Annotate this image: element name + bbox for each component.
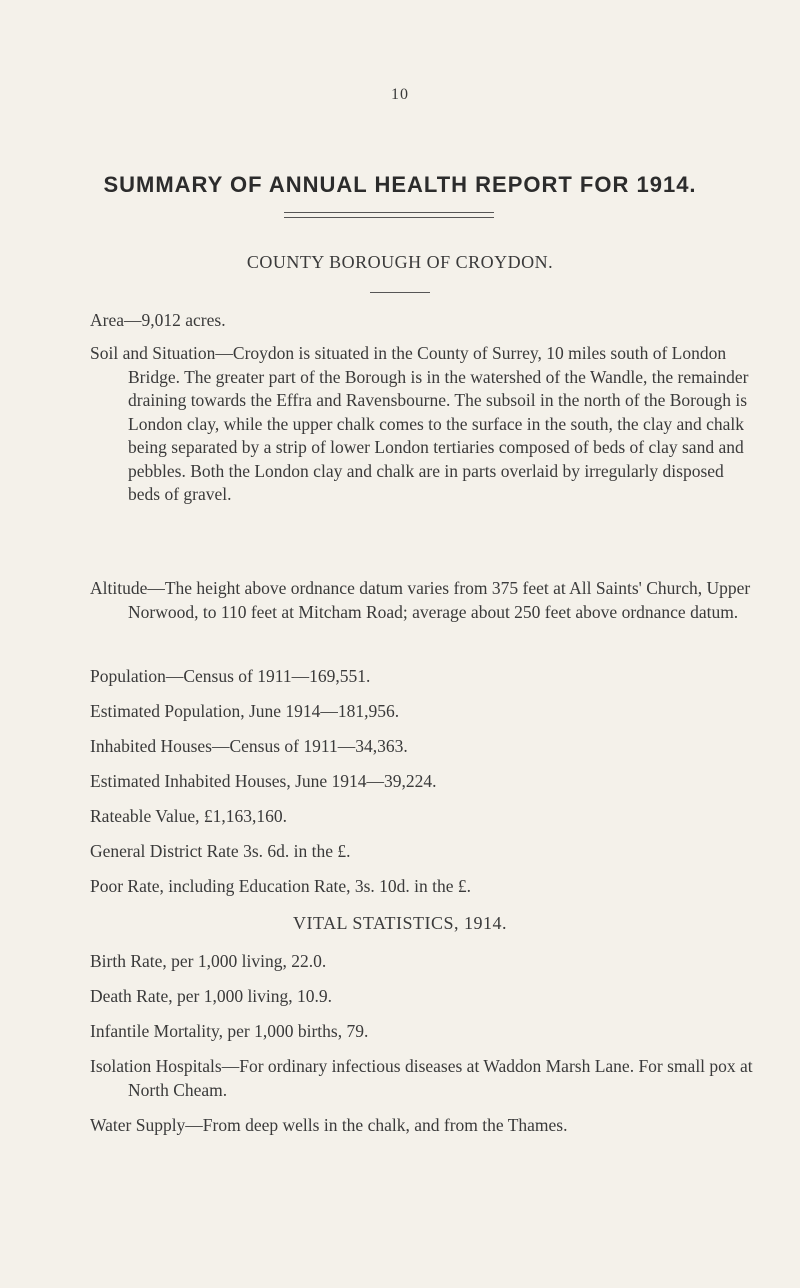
entry-death-rate: Death Rate, per 1,000 living, 10.9. [90, 986, 333, 1006]
entry-district-rate: General District Rate 3s. 6d. in the £. [90, 841, 351, 861]
entry-soil-situation: Soil and Situation—Croydon is situated in the County of Surrey, 10 miles south of London Bridge. The greater part of the Borough is in the watershed of the Wandle, the remainder draining towards the Effra and Ravensbourne. The subsoil in the north of the Borough is London clay, while the upper chalk comes to the surface in the south, the clay and chalk being separated by a strip of lower London tertiaries composed of beds of clay sand and pebbles. Both the London clay and chalk are in parts overlaid by irregularly disposed beds of gravel. [90, 343, 749, 504]
entry-estimated-population: Estimated Population, June 1914—181,956. [90, 701, 400, 721]
entry-isolation-hospitals: Isolation Hospitals—For ordinary infectious diseases at Waddon Marsh Lane. For small pox at North Cheam. [90, 1056, 753, 1100]
entry-infantile-mortality: Infantile Mortality, per 1,000 births, 79. [90, 1021, 369, 1041]
entry-altitude: Altitude—The height above ordnance datum varies from 375 feet at All Saints' Church, Upper Norwood, to 110 feet at Mitcham Road; average about 250 feet above ordnance datum. [90, 578, 751, 622]
page-title: SUMMARY OF ANNUAL HEALTH REPORT FOR 1914. [103, 172, 697, 197]
entry-poor-rate: Poor Rate, including Education Rate, 3s. 10d. in the £. [90, 876, 472, 896]
entry-population: Population—Census of 1911—169,551. [90, 666, 371, 686]
subtitle: COUNTY BOROUGH OF CROYDON. [246, 252, 554, 272]
page-number: 10 [391, 86, 409, 103]
vital-statistics-heading: VITAL STATISTICS, 1914. [293, 913, 507, 933]
entry-birth-rate: Birth Rate, per 1,000 living, 22.0. [90, 951, 327, 971]
title-double-rule [284, 212, 494, 218]
entry-estimated-houses: Estimated Inhabited Houses, June 1914—39,224. [90, 771, 437, 791]
entry-rateable-value: Rateable Value, £1,163,160. [90, 806, 287, 826]
entry-area: Area—9,012 acres. [90, 310, 226, 330]
entry-inhabited-houses: Inhabited Houses—Census of 1911—34,363. [90, 736, 408, 756]
entry-water-supply: Water Supply—From deep wells in the chalk, and from the Thames. [90, 1115, 568, 1135]
subtitle-rule [370, 292, 430, 293]
